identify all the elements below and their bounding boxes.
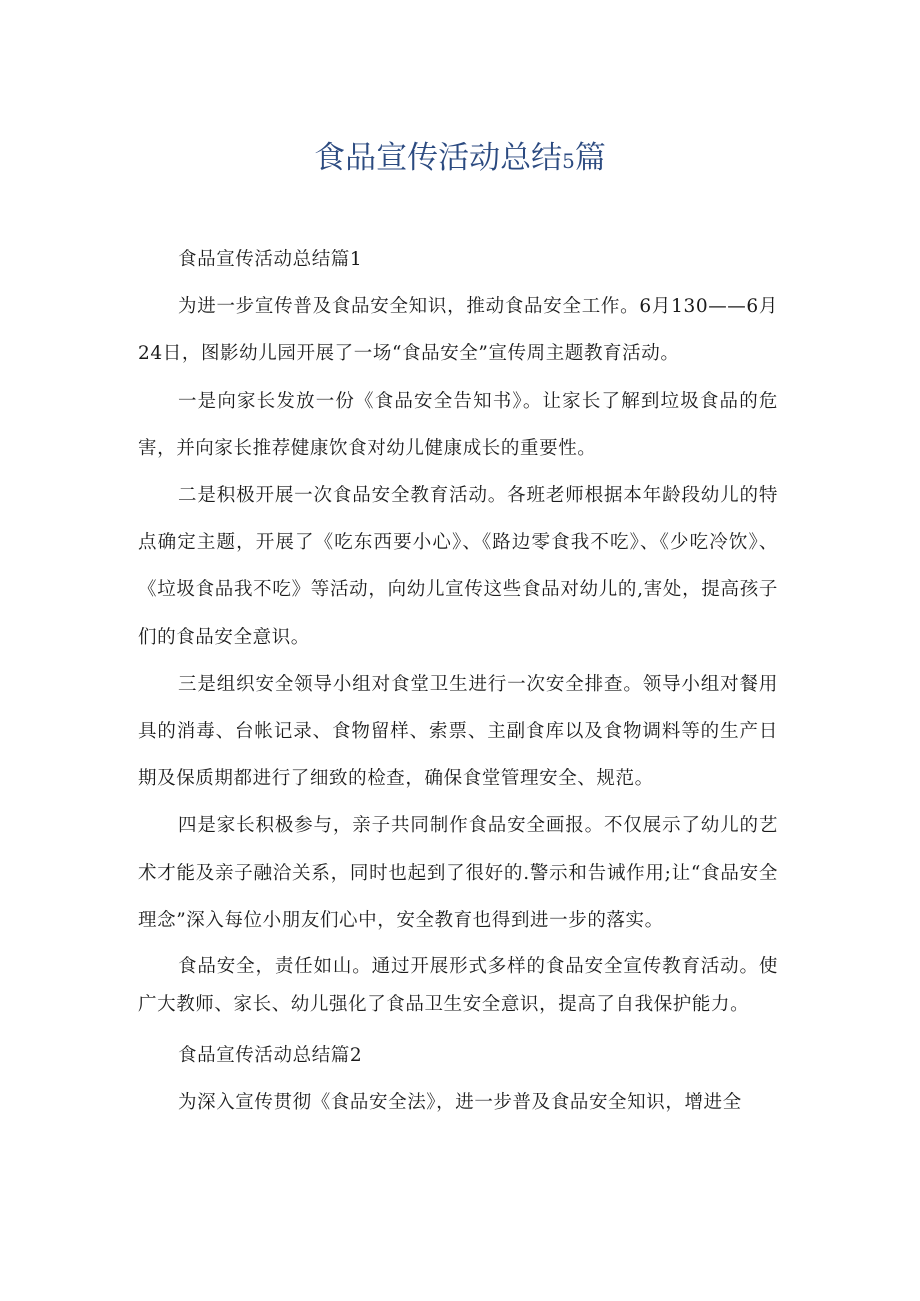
- section-heading-1: 食品宣传活动总结篇1: [178, 249, 363, 270]
- document-title-text: 食品宣传活动总结: [314, 140, 563, 176]
- paragraph-section2-intro: 为深入宣传贯彻《食品安全法》，进一步普及食品安全知识，增进全: [178, 1092, 742, 1114]
- paragraph-intro: 为进一步宣传普及食品安全知识，推动食品安全工作。6月130——6月24日，图影幼儿园开展了一场“食品安全”宣传周主题教育活动。: [138, 296, 778, 365]
- section-heading-2: 食品宣传活动总结篇2: [178, 1045, 363, 1067]
- paragraph-conclusion: 食品安全，责任如山。通过开展形式多样的食品安全宣传教育活动。使广大教师、家长、幼儿强化了食品卫生安全意识，提高了自我保护能力。: [138, 956, 778, 1016]
- paragraph-first-point: 一是向家长发放一份《食品安全告知书》。让家长了解到垃圾食品的危害，并向家长推荐健康饮食对幼儿健康成长的重要性。: [138, 390, 778, 459]
- paragraph-second-point: 二是积极开展一次食品安全教育活动。各班老师根据本年龄段幼儿的特点确定主题，开展了《吃东西要小心》、《路边零食我不吃》、《少吃冷饮》、《垃圾食品我不吃》等活动，向幼儿宣传这些食品对幼儿的,害处，提高孩子们的食品安全意识。: [138, 485, 778, 648]
- paragraph-third-point: 三是组织安全领导小组对食堂卫生进行一次安全排查。领导小组对餐用具的消毒、台帐记录、食物留样、索票、主副食库以及食物调料等的生产日期及保质期都进行了细致的检查，确保食堂管理安全、规范。: [138, 673, 778, 790]
- document-title-number: 5: [562, 149, 575, 173]
- document-body: [138, 236, 778, 1126]
- paragraph-fourth-point: 四是家长积极参与，亲子共同制作食品安全画报。不仅展示了幼儿的艺术才能及亲子融洽关系，同时也起到了很好的.警示和告诫作用;让“食品安全理念”深入每位小朋友们心中，安全教育也得到进一步的落实。: [138, 815, 778, 931]
- document-title-suffix: 篇: [574, 140, 606, 176]
- document-title: [0, 136, 920, 183]
